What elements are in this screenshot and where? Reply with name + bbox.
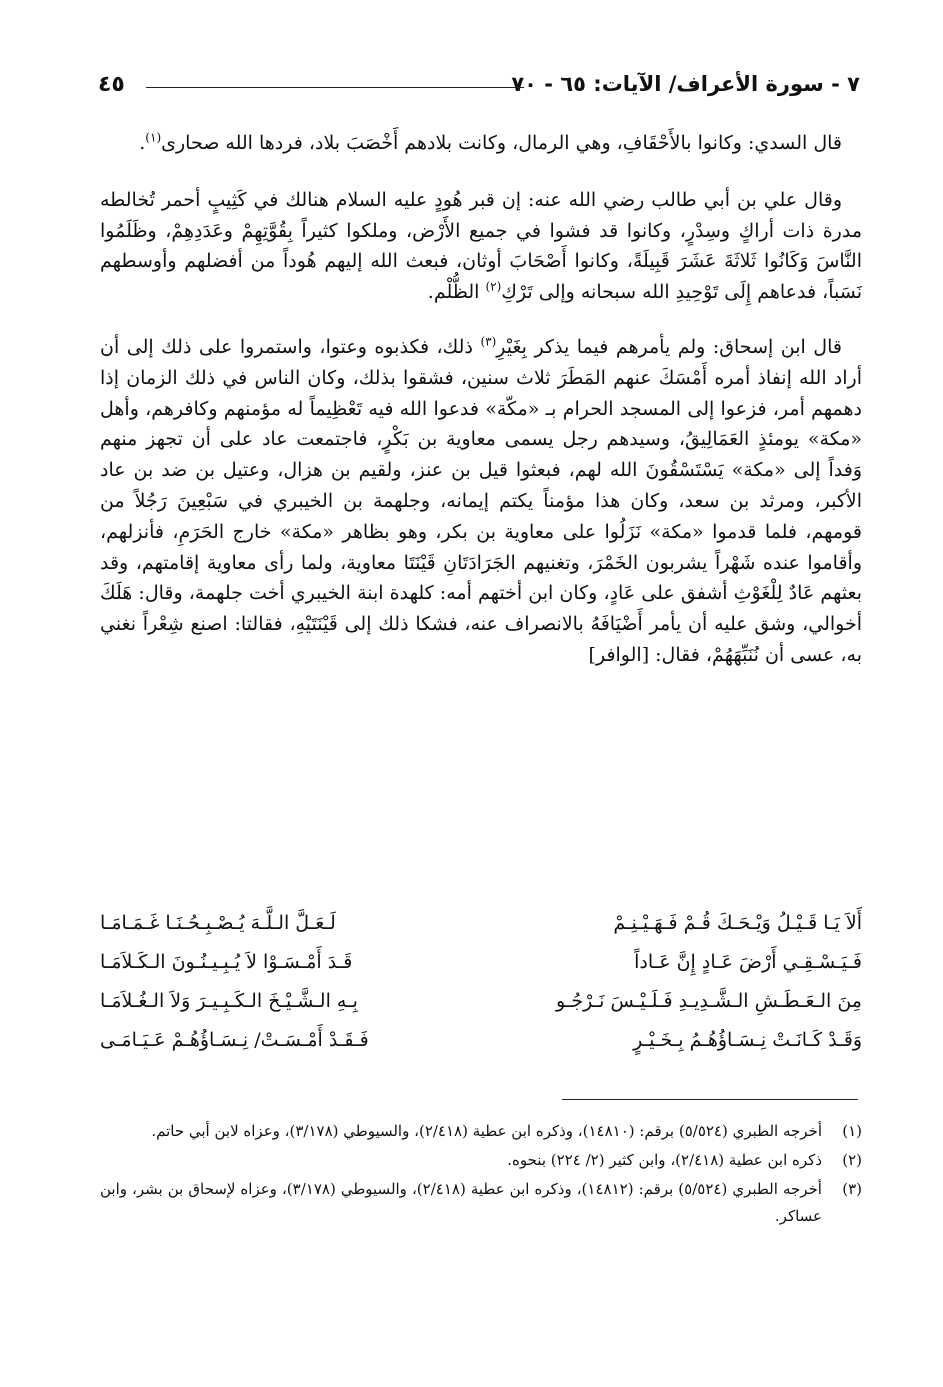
footnote-number: (٢) (842, 1151, 862, 1169)
page-header (98, 70, 860, 110)
footnote-text: أخرجه الطبري (٥/٥٢٤) برقم: (١٤٨١٢)، وذكره ابن عطية (٢/٤١٨)، والسيوطي (٣/١٧٨)، وعزاه لإسحاق بن بشر، وابن عساكر. (100, 1180, 822, 1225)
verse-second-hemistich: بِـهِ الـشَّـيْـخَ الـكَـبِـيـرَ وَلاَ الـغُـلاَمَـا (100, 990, 358, 1012)
verse-first-hemistich: أَلاَ يَـا قَـيْـلُ وَيْـحَـكَ قُـمْ فَـهَـيْـنِـمْ (613, 912, 862, 934)
footnote (100, 1176, 862, 1230)
verse-second-hemistich: فَـقَـدْ أَمْـسَـتْ/ نِـسَـاؤُهُـمْ عَـيَـامَـى (100, 1029, 369, 1051)
running-title: ٧ - سورة الأعراف/ الآيات: ٦٥ - ٧٠ (511, 72, 860, 96)
poem-verse (100, 951, 862, 990)
poem (100, 912, 862, 1068)
footnote-text: ذكره ابن عطية (٢/٤١٨)، وابن كثير (٢/ ٢٢٤) بنحوه. (507, 1151, 822, 1169)
paragraph: قال السدي: وكانوا بالأَحْقَافِ، وهي الرمال، وكانت بلادهم أَخْصَبَ بلاد، فردها الله صحارى$^{(١)}$. (139, 130, 842, 154)
verse-second-hemistich: لَـعَـلَّ الـلَّـهَ يُـصْـبِـحُـنَـا غَـمَـامَـا (100, 912, 336, 934)
footnote (100, 1147, 862, 1174)
poem-verse (100, 912, 862, 951)
footnote-marker: (١) (145, 130, 162, 145)
footnote-number: (٣) (842, 1180, 862, 1198)
paragraph: وقال علي بن أبي طالب رضي الله عنه: إن قبر هُودٍ عليه السلام هنالك في كَثِيبٍ أحمر تُخالطه مدرة ذات أراكٍ وسِدْرٍ، وكانوا قد فشوا في جميع الأَرْض، وملكوا كثيراً بِقُوَّتِهِمْ وعَدَدِهِمْ، وظَلَمُوا النَّاسَ وَكَانُوا ثَلاثَةَ عَشَرَ قَبِيلَةً، وكانوا أَصْحَابَ أوثان، فبعث الله إليهم هُوداً من أفضلهم وأوسطهم نَسَباً، فدعاهم إِلَى تَوْحِيدِ الله سبحانه وإلى تَرْكِ$^{(٢)}$ الظُّلْم. (100, 188, 862, 304)
verse-second-hemistich: قَـدَ أَمْـسَـوْا لاَ يُـبِـيـنُـونَ الـكَـلاَمَـا (100, 951, 353, 973)
verse-first-hemistich: وَقَـدْ كَـانَـتْ نِـسَـاؤُهُـمُ بِـخَـيْـرٍ (633, 1029, 862, 1051)
verse-first-hemistich: مِنَ الـعَـطَـشِ الـشَّـدِيـدِ فَـلَـيْـسَ نَـرْجُـو (556, 990, 862, 1012)
header-rule (146, 87, 524, 88)
footnote (100, 1118, 862, 1145)
footnote-marker: (٢) (485, 279, 502, 294)
footnote-marker: (٣) (480, 334, 497, 349)
main-text (100, 128, 862, 687)
page-number: ٤٥ (98, 72, 125, 97)
footnote-separator (562, 1099, 858, 1100)
footnote-text: أخرجه الطبري (٥/٥٢٤) برقم: (١٤٨١٠)، وذكره ابن عطية (٢/٤١٨)، والسيوطي (٣/١٧٨)، وعزاه لابن أبي حاتم. (151, 1122, 822, 1140)
footnote-number: (١) (842, 1122, 862, 1140)
footnotes (100, 1118, 862, 1232)
verse-first-hemistich: فَـيَـسْـقِـي أَرْضَ عَـادٍ إِنَّ عَـاداً (634, 951, 862, 973)
poem-verse (100, 990, 862, 1029)
paragraph: قال ابن إسحاق: ولم يأمرهم فيما يذكر بِغَيْرِ$^{(٣)}$ ذلك، فكذبوه وعتوا، واستمروا على ذلك إلى أن أراد الله إنفاذ أمره أَمْسَكَ عنهم المَطَرَ ثلاث سنين، فشقوا بذلك، وكان الناس في ذلك الزمان إذا دهمهم أمر، فزعوا إلى المسجد الحرام بـ «مكّة» فدعوا الله فيه تَعْظِيماً له مؤمنهم وكافرهم، وأهل «مكة» يومئذٍ العَمَالِيقُ، وسيدهم رجل يسمى معاوية بن بَكْرٍ، فاجتمعت عاد على أن تجهز منهم وَفداً إلى «مكة» يَسْتَسْقُونَ الله لهم، فبعثوا قيل بن عنز، ولقيم بن هزال، وعتيل بن ضد بن عاد الأكبر، ومرثد بن سعد، وكان هذا مؤمناً يكتم إيمانه، وجلهمة بن الخيبري في سَبْعِينَ رَجُلاً من قومهم، فلما قدموا «مكة» نَزَلُوا على معاوية بن بكر، وهو بظاهر «مكة» خارج الحَرَمِ، فأنزلهم، وأقاموا عنده شَهْراً يشربون الخَمْرَ، وتغنيهم الجَرَادَتَانِ قَيْنَتَا معاوية، ولما رأى معاوية إقامتهم، وقد بعثهم عَادٌ لِلْغَوْثِ أشفق على عَادٍ، وكان ابن أختهم أمه: كلهدة ابنة الخيبري أخت جلهمة، وقال: هَلَكَ أخوالي، وشق عليه أن يأمر أَضْيَافَهُ بالانصراف عنه، فشكا ذلك إلى قَيْنَتَيْهِ، فقالتا: اصنع شِعْراً نغني به، عسى أن نُنَبِّهَهُمْ، فقال: [الوافر] (100, 334, 863, 666)
poem-verse (100, 1029, 862, 1068)
